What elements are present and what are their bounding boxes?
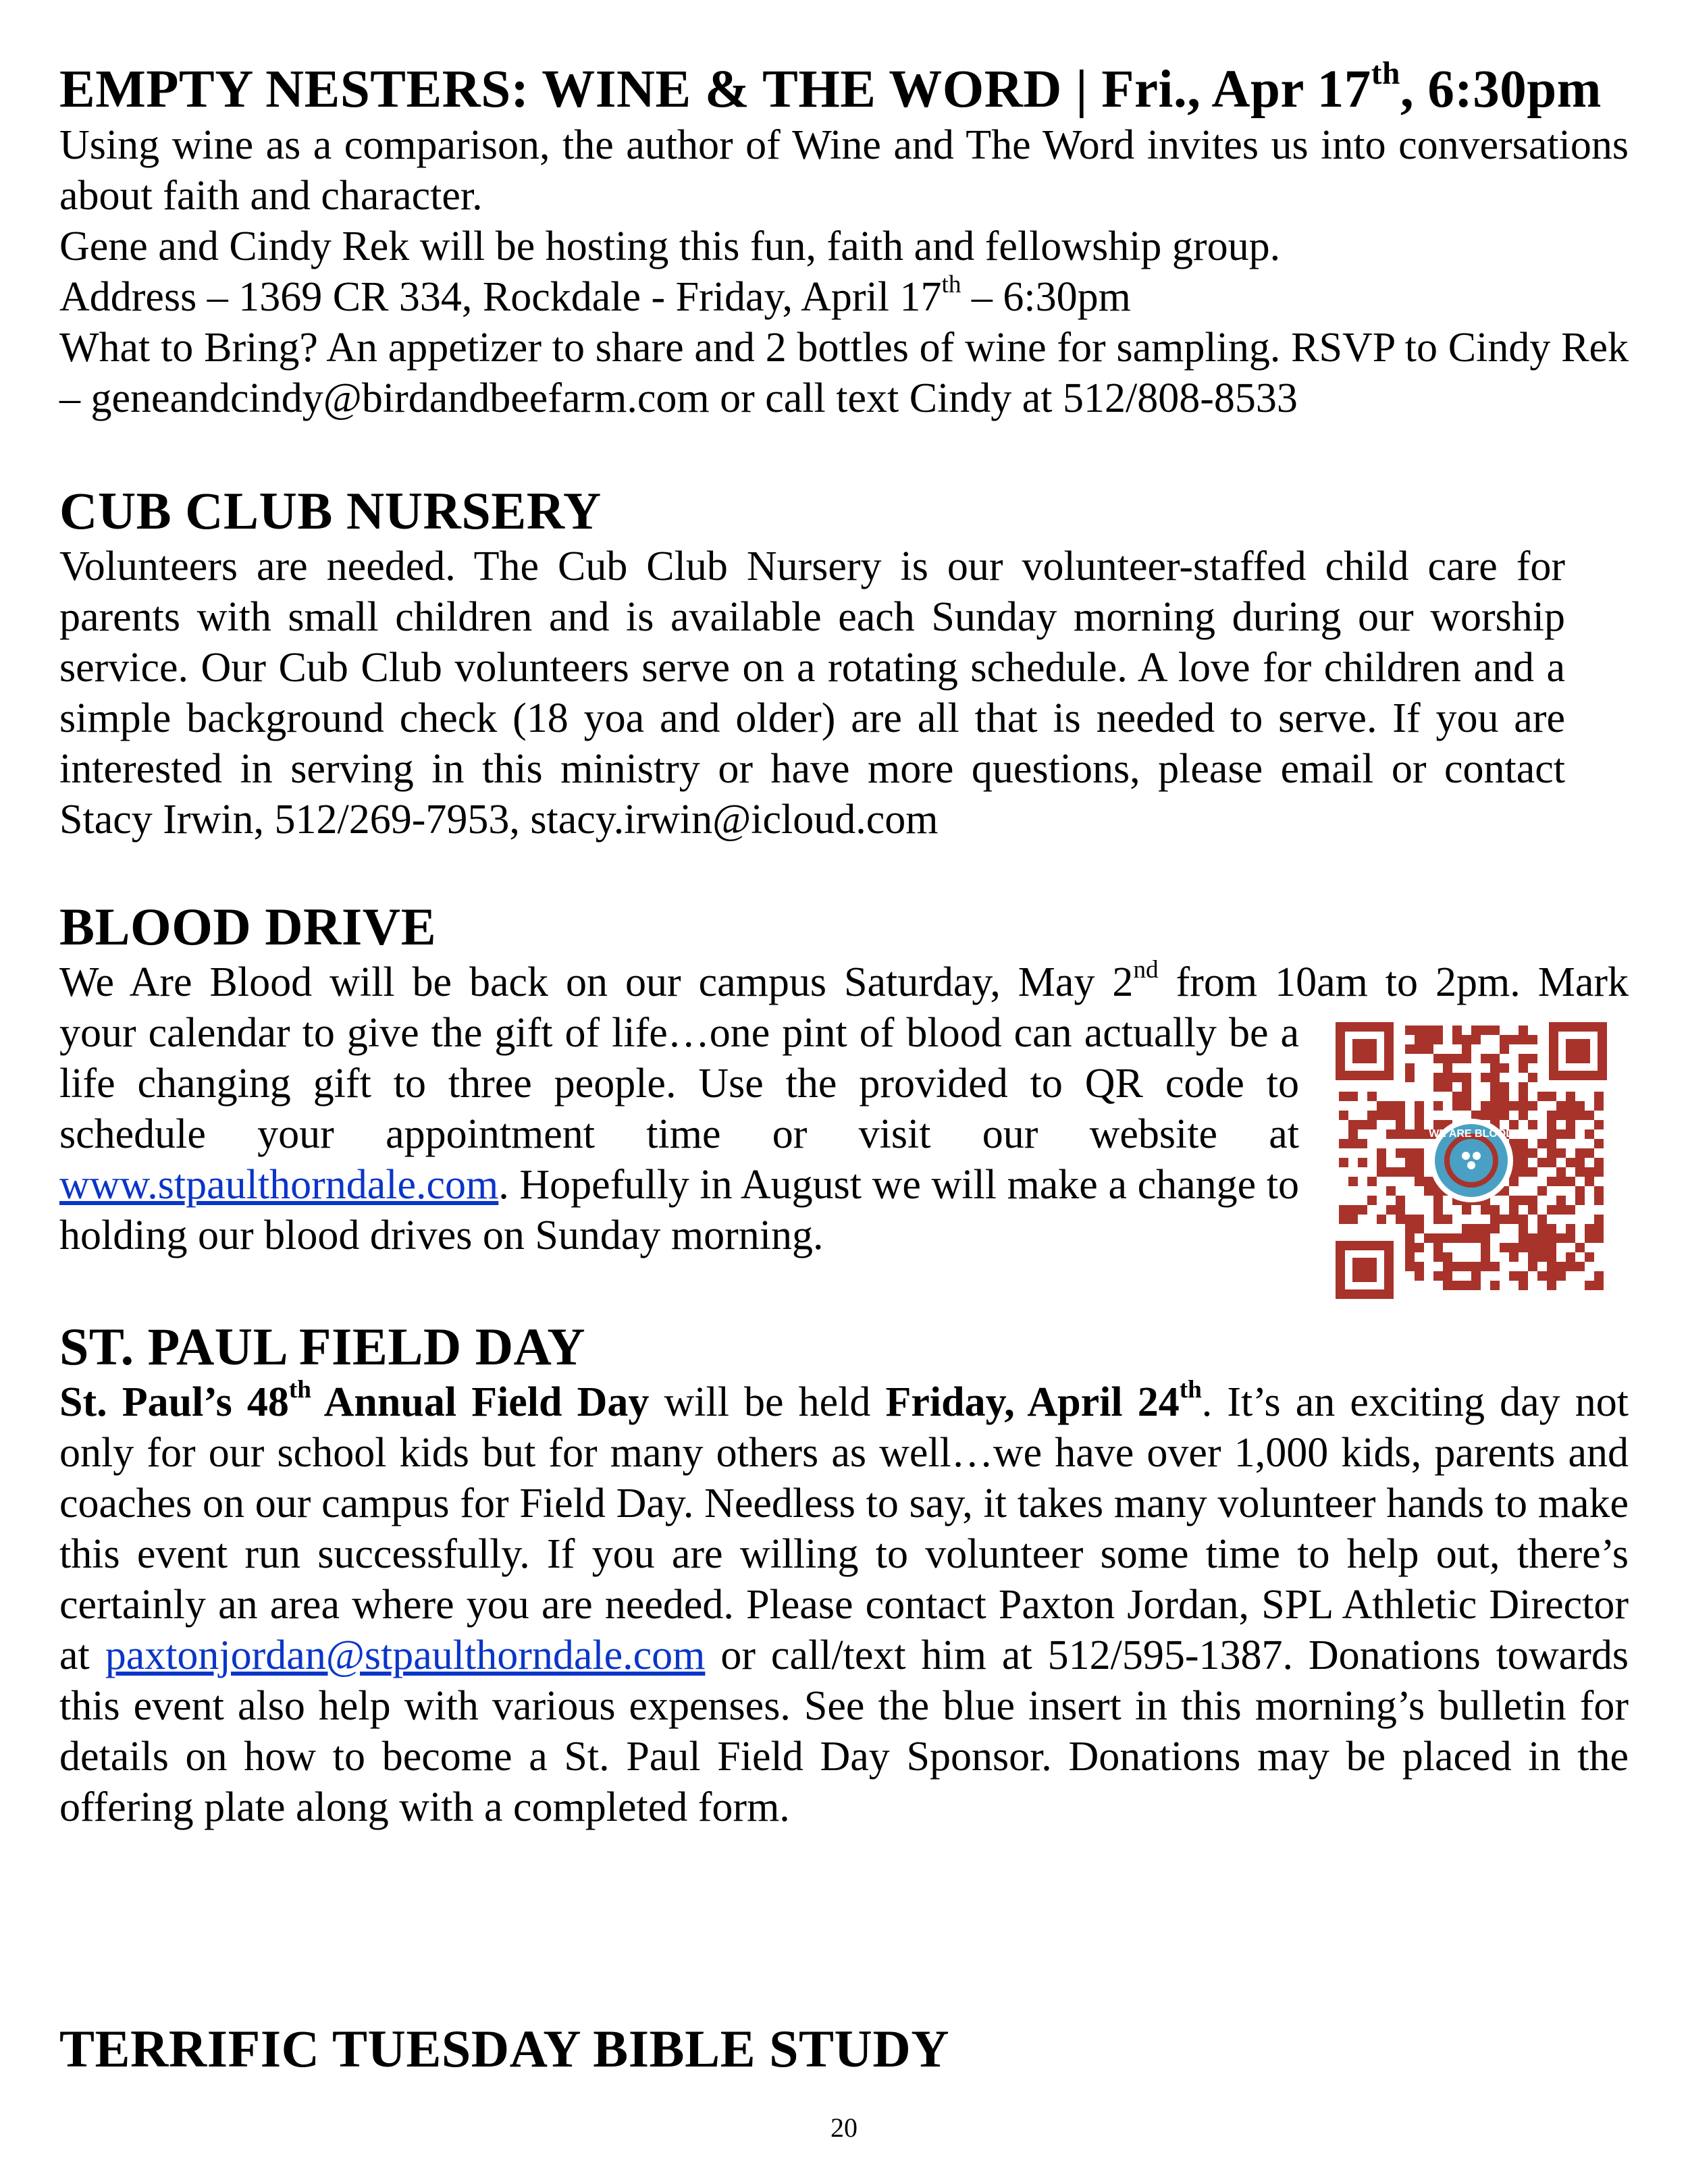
page-number: 20: [830, 2112, 858, 2143]
blood-drive-line1: [59, 957, 1629, 1008]
blood-drive-line1-tail: from 10am to 2pm. Mark: [1158, 959, 1629, 1005]
field-day-section: [59, 1316, 1629, 1833]
field-day-date-text: Friday, April 24: [885, 1379, 1180, 1425]
empty-nesters-section: [59, 55, 1629, 424]
empty-nesters-intro: Using wine as a comparison, the author of Wine and The Word invites us into conversations about faith and character.: [59, 122, 1629, 219]
field-day-body: [59, 1377, 1629, 1833]
empty-nesters-title: [59, 55, 1629, 120]
empty-nesters-hosts: Gene and Cindy Rek will be hosting this fun, faith and fellowship group.: [59, 223, 1281, 269]
field-day-date: [885, 1375, 1202, 1425]
address-text: Address – 1369 CR 334, Rockdale - Friday, April 17: [59, 274, 942, 320]
empty-nesters-title-time: , 6:30pm: [1400, 60, 1602, 119]
field-day-annual: [59, 1375, 650, 1425]
blood-drive-line1-sup: nd: [1133, 955, 1159, 984]
address-time: – 6:30pm: [961, 274, 1131, 320]
field-day-text3: or call/text him at 512/595-1387. Donations towards this event also help with various expenses. See the blue insert in this morning’s bulletin for details on how to become a St. Paul Field Day Sponsor. Donations may be placed in the offering plate along with a completed form.: [59, 1632, 1629, 1830]
field-day-bold1-text: St. Paul’s 48: [59, 1379, 289, 1425]
field-day-title: ST. PAUL FIELD DAY: [59, 1317, 586, 1376]
blood-drive-line1-text: We Are Blood will be back on our campus Saturday, May 2: [59, 959, 1134, 1005]
blood-drive-body: [59, 1008, 1299, 1261]
empty-nesters-title-sup: th: [1371, 55, 1400, 91]
empty-nesters-address: [59, 272, 1629, 323]
empty-nesters-bring: What to Bring? An appetizer to share and 2 bottles of wine for sampling. RSVP to Cindy Rek – geneandcindy@birdandbeefarm.com or call text Cindy at 512/808-8533: [59, 325, 1629, 421]
blood-drive-title: BLOOD DRIVE: [59, 897, 437, 956]
blood-drive-body-text: your calendar to give the gift of life…one pint of blood can actually be a life changing gift to three people. Use the provided to QR code to schedule your appointment time or visit our website at: [59, 1010, 1299, 1157]
website-link[interactable]: www.stpaulthorndale.com: [59, 1162, 499, 1208]
field-day-bold1-tail: Annual Field Day: [311, 1379, 650, 1425]
qr-badge-text: WE ARE BLOOD: [1429, 1128, 1514, 1140]
field-day-text1: will be held: [649, 1379, 886, 1425]
cub-club-section: [59, 481, 1565, 845]
empty-nesters-title-text: EMPTY NESTERS: WINE & THE WORD | Fri., Apr 17: [59, 60, 1371, 119]
field-day-text2: . It’s an exciting day not only for our school kids but for many others as well…we have over 1,000 kids, parents and coaches on our campus for Field Day. Needless to say, it takes many volunteer hands to make this event run successfully. If you are willing to volunteer some time to help out, there’s certainly an area where you are needed. Please contact Paxton Jordan, SPL Athletic Director at: [59, 1379, 1629, 1678]
field-day-date-sup: th: [1179, 1375, 1202, 1404]
blood-drive-body-tail: . Hopefully in August we will make a change to holding our blood drives on Sunday morning.: [59, 1162, 1299, 1258]
blood-drive-qr-code[interactable]: [1336, 1022, 1607, 1299]
cub-club-body: Volunteers are needed. The Cub Club Nursery is our volunteer-staffed child care for parents with small children and is available each Sunday morning during our worship service. Our Cub Club volunteers serve on a rotating schedule. A love for children and a simple background check (18 yoa and older) are all that is needed to serve. If you are interested in serving in this ministry or have more questions, please email or contact Stacy Irwin, 512/269-7953, stacy.irwin@icloud.com: [59, 543, 1565, 843]
qr-code-image: [1336, 1022, 1607, 1299]
cub-club-title: CUB CLUB NURSERY: [59, 481, 602, 540]
address-sup: th: [941, 270, 961, 298]
field-day-bold1-sup: th: [288, 1375, 311, 1404]
paxton-email-link[interactable]: paxtonjordan@stpaulthorndale.com: [105, 1632, 706, 1678]
bible-study-section: [59, 2019, 1629, 2079]
bible-study-title: TERRIFIC TUESDAY BIBLE STUDY: [59, 2019, 950, 2078]
